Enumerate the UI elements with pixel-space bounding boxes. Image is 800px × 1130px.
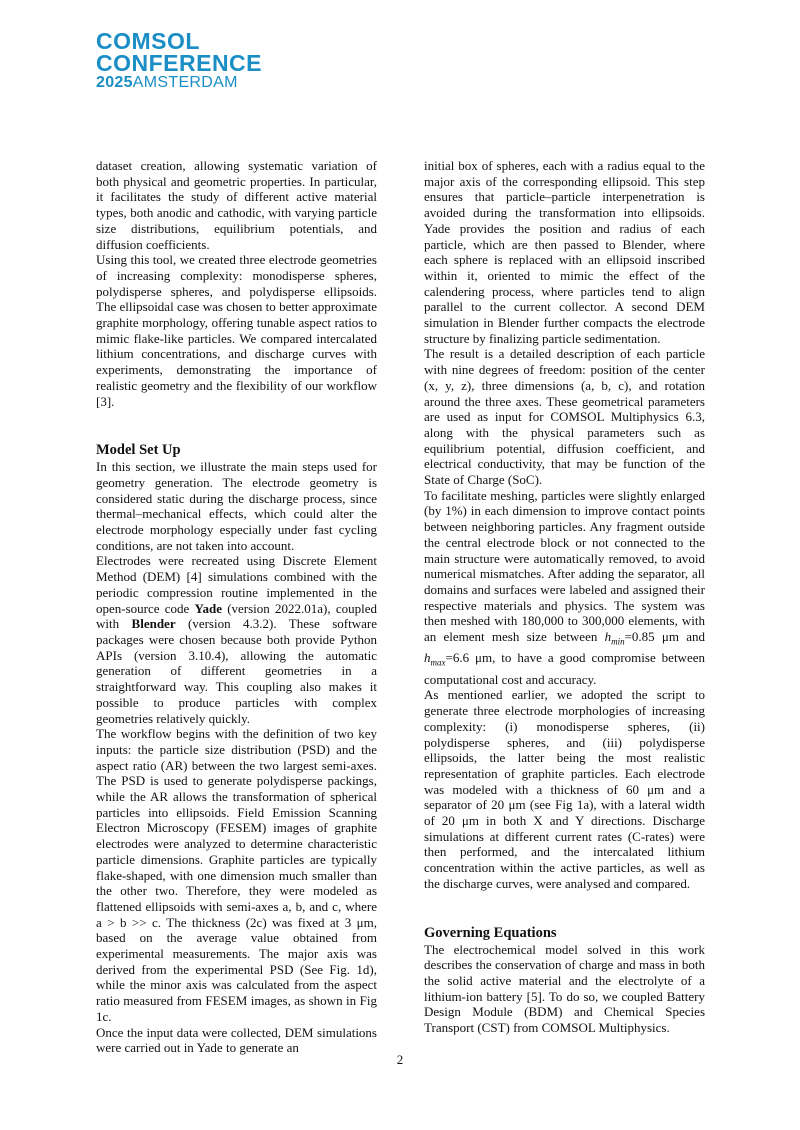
paragraph: dataset creation, allowing systematic variation of both physical and geometric properties. In particular, it facilitates the study of different active material types, both anodic and cathodic, with varying particle size distributions, equilibrium potentials, and diffusion coefficients. — [96, 158, 377, 252]
paragraph: Once the input data were collected, DEM simulations were carried out in Yade to generate an — [96, 1024, 377, 1056]
logo-city: AMSTERDAM — [132, 74, 238, 91]
text-run: (version 4.3.2). These software packages were chosen because both provide Python APIs (version 3.10.4), allowing the automatic generation of different geometries in a straightforward way. This coupling also makes it possible to produce particles with complex geometries relatively quickly. — [96, 616, 377, 726]
paragraph: The result is a detailed description of each particle with nine degrees of freedom: position of the center (x, y, z), three dimensions (a, b, c), and rotation around the three axes. These geometrical parameters are used as input for COMSOL Multiphysics 6.3, along with the physical parameters such as equilibrium potential, diffusion coefficient, and electrical conductivity, that may be function of the State of Charge (SoC). — [424, 346, 705, 488]
math-h: h — [604, 629, 612, 645]
h-min-symbol — [604, 629, 625, 647]
logo-line-comsol: COMSOL — [96, 28, 200, 54]
paragraph: The workflow begins with the definition of two key inputs: the particle size distribution (PSD) and the aspect ratio (AR) between the two largest semi-axes. The PSD is used to generate polydisperse packings, while the AR allows the transformation of spherical particles into ellipsoids. Field Emission Scanning Electron Microscopy (FESEM) images of graphite electrodes were analyzed to determine characteristic particle dimensions. Graphite particles are typically flake-shaped, with one dimension much smaller than the other two. Therefore, they were modeled as flattened ellipsoids with semi-axes a, b, and c, where a > b >> c. The thickness (2c) was fixed at 3 μm, based on the average value obtained from experimental measurements. The major axis was derived from the experimental PSD (See Fig. 1d), while the minor axis was calculated from the aspect ratio measured from FESEM images, as shown in Fig 1c. — [96, 726, 377, 1024]
section-title-governing-equations: Governing Equations — [424, 924, 557, 941]
blender-name: Blender — [131, 616, 176, 632]
right-column — [424, 158, 705, 1036]
left-column — [96, 158, 377, 1056]
math-sub-min: min — [611, 636, 625, 647]
paragraph: As mentioned earlier, we adopted the script to generate three electrode morphologies of increasing complexity: (i) monodisperse spheres, (ii) polydisperse spheres, and (iii) polydisperse ellipsoids, the latter being the most realistic representation of graphite particles. Each electrode was modeled with a thickness of 60 μm and a separator of 20 μm (see Fig 1a), with a lateral width of 20 μm in both X and Y directions. Discharge simulations at different current rates (C-rates) were then performed, and the intercalated lithium concentration within the active particles, as well as the discharge curves, were analysed and compared. — [424, 687, 705, 891]
logo-year: 2025 — [96, 74, 133, 91]
page-number: 2 — [396, 1052, 404, 1067]
paragraph: In this section, we illustrate the main steps used for geometry generation. The electrode geometry is considered static during the discharge process, since thermal–mechanical effects, which could alter the electrode morphology especially under fast cycling conditions, are not taken into account. — [96, 459, 377, 553]
text-run: (version 2022.01a), coupled with — [96, 600, 377, 632]
paragraph: The electrochemical model solved in this work describes the conservation of charge and mass in both the solid active material and the electrolyte of a lithium-ion battery [5]. To do so, we coupled Battery Design Module (BDM) and Chemical Species Transport (CST) from COMSOL Multiphysics. — [424, 941, 705, 1036]
comsol-conference-logo — [96, 30, 266, 92]
section-title-model-set-up: Model Set Up — [96, 442, 181, 459]
text-run: =0.85 μm and — [624, 629, 705, 645]
h-max-symbol — [424, 650, 446, 668]
math-sub-max: max — [430, 657, 446, 668]
paragraph — [96, 553, 377, 726]
text-run: =6.6 μm, to have a good compromise between computational cost and accuracy. — [424, 650, 705, 687]
text-run: Electrodes were recreated using Discrete Element Method (DEM) [4] simulations combined with the periodic compression routine implemented in the open-source code — [96, 553, 377, 616]
paragraph — [424, 488, 705, 688]
text-run: To facilitate meshing, particles were slightly enlarged (by 1%) in each dimension to improve contact points between neighboring particles. Any fragment outside the central electrode block or not connected to the main structure were automatically removed, to avoid numerical mismatches. After adding the separator, all domains and surfaces were labeled and assigned their respective materials and physics. The system was then meshed with 180,000 to 300,000 elements, with an element mesh size between — [424, 487, 705, 645]
paragraph: Using this tool, we created three electrode geometries of increasing complexity: monodisperse spheres, polydisperse spheres, and polydisperse ellipsoids. The ellipsoidal case was chosen to better approximate graphite morphology, offering tunable aspect ratios to mimic flake-like particles. We compared intercalated lithium concentrations, and discharge curves with experiments, demonstrating the importance of realistic geometry and the flexibility of our workflow [3]. — [96, 252, 377, 409]
paragraph: initial box of spheres, each with a radius equal to the major axis of the corresponding ellipsoid. This step ensures that particle–particle interpenetration is avoided during the transformation into ellipsoids. Yade provides the position and radius of each particle, which are then passed to Blender, where each sphere is replaced with an ellipsoid inscribed within it, oriented to mimic the effect of the calendering process, where particles tend to align parallel to the current collector. A second DEM simulation in Blender further compacts the electrode structure by finalizing particle sedimentation. — [424, 158, 705, 346]
logo-line-conference: CONFERENCE — [96, 50, 263, 76]
yade-name: Yade — [194, 600, 222, 616]
logo-year-city — [96, 74, 266, 92]
math-h: h — [424, 650, 431, 666]
